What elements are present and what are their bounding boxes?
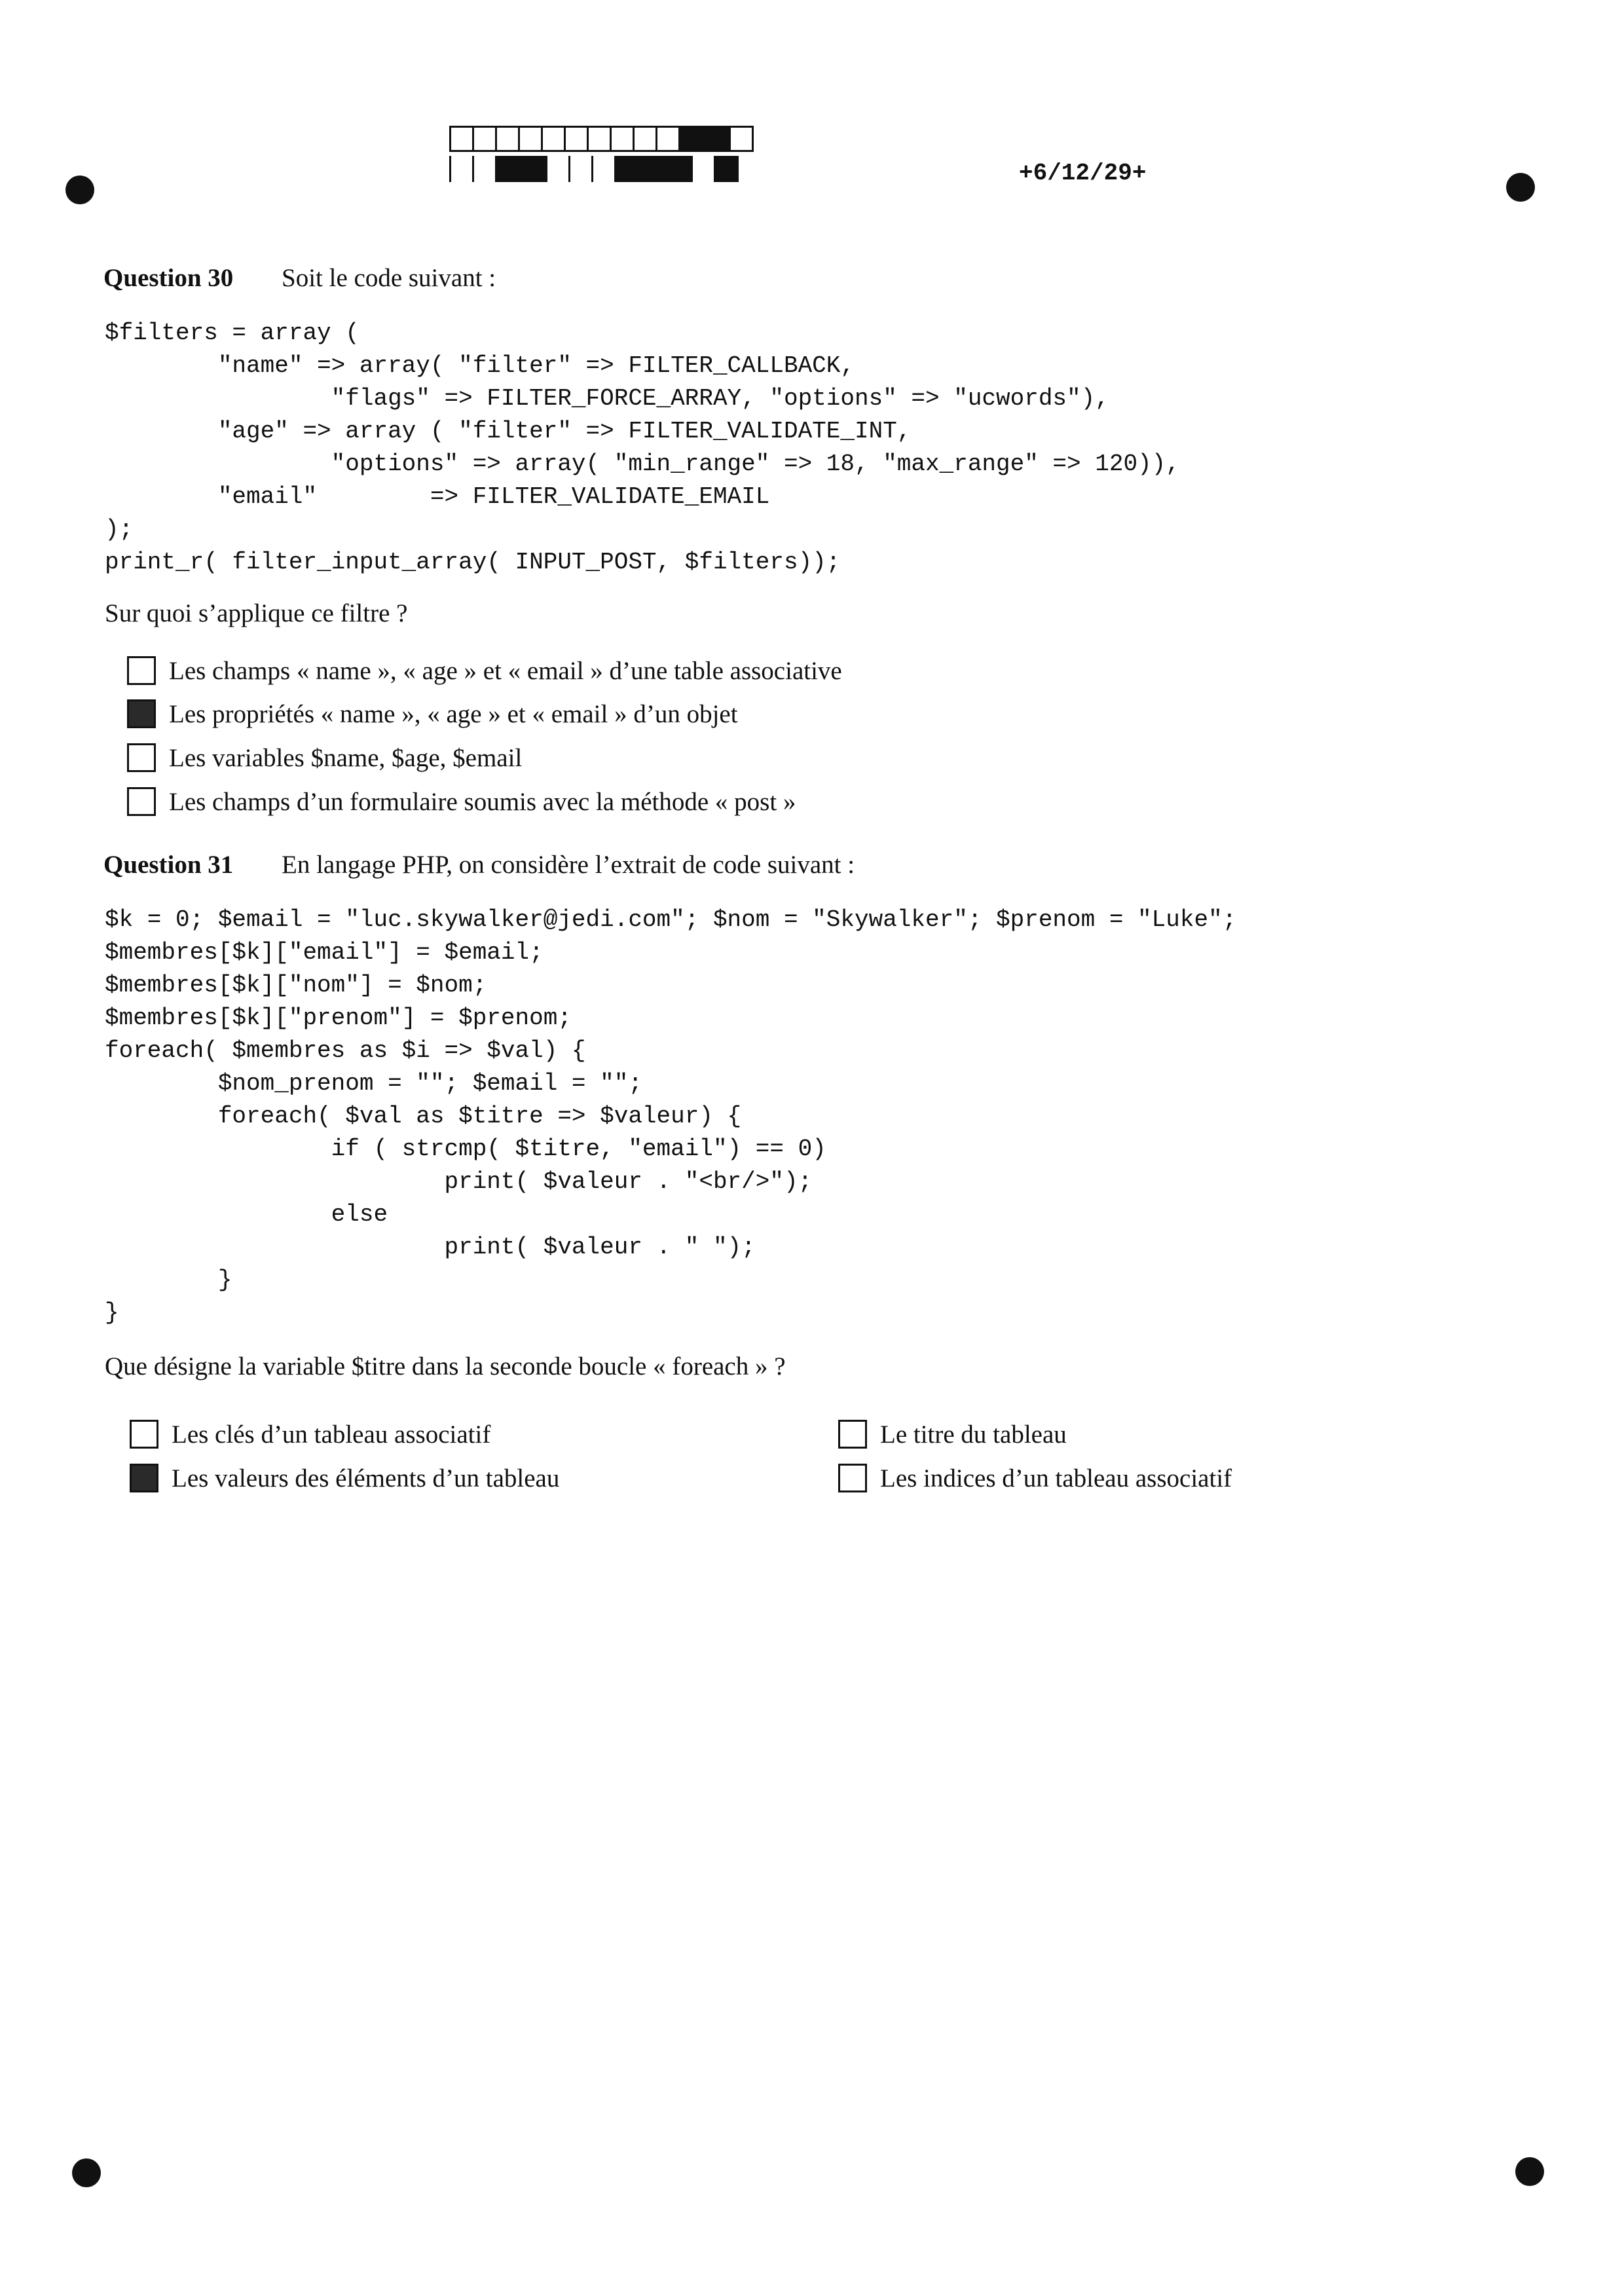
question-31-header [103,850,855,880]
checkbox[interactable] [127,743,156,772]
registration-mark-bottom-left [72,2158,101,2187]
answer-option[interactable] [838,1461,1232,1495]
question-30-header [103,263,496,293]
answer-label: Les clés d’un tableau associatif [172,1420,491,1449]
answer-label: Les propriétés « name », « age » et « email » d’un objet [169,699,738,728]
question-intro: En langage PHP, on considère l’extrait de code suivant : [282,851,855,879]
checkbox[interactable] [838,1464,867,1492]
checkbox[interactable] [130,1420,158,1449]
code-block: $filters = array ( "name" => array( "filter" => FILTER_CALLBACK, "flags" => FILTER_FORCE_ARRAY, "options" => "ucwords"), "age" => array ( "filter" => FILTER_VALIDATE_INT, "options" => array( "min_range" => 18, "max_range" => 120)), "email" => FILTER_VALIDATE_EMAIL ); print_r( filter_input_array( INPUT_POST, $filters)); [105,320,1180,576]
answer-option[interactable] [127,741,522,775]
answer-option[interactable] [838,1417,1067,1451]
checkbox[interactable] [838,1420,867,1449]
answer-option[interactable] [127,785,796,819]
answer-label: Les champs d’un formulaire soumis avec la méthode « post » [169,787,796,816]
page-code: +6/12/29+ [1019,160,1147,187]
code-block: $k = 0; $email = "luc.skywalker@jedi.com"; $nom = "Skywalker"; $prenom = "Luke"; $membres[$k]["email"] = $email; $membres[$k]["nom"] = $nom; $membres[$k]["prenom"] = $prenom; foreach( $membres as $i => $val) { $nom_prenom = ""; $email = ""; foreach( $val as $titre => $valeur) { if ( strcmp( $titre, "email") == 0) print( $valeur . "<br/>"); else print( $valeur . " "); } } [105,906,1237,1326]
id-barcode-top [449,126,752,152]
id-barcode-bottom [449,156,737,182]
answer-label: Les indices d’un tableau associatif [880,1464,1232,1492]
answer-option[interactable] [127,697,738,731]
question-prompt: Que désigne la variable $titre dans la seconde boucle « foreach » ? [105,1352,786,1380]
answer-label: Les valeurs des éléments d’un tableau [172,1464,560,1492]
answer-option[interactable] [130,1417,490,1451]
answer-label: Les variables $name, $age, $email [169,743,523,772]
question-label: Question 31 [103,851,234,879]
answer-option[interactable] [127,654,842,688]
registration-mark-top-right [1506,173,1535,202]
question-label: Question 30 [103,264,234,292]
registration-mark-top-left [65,176,94,204]
answer-label: Les champs « name », « age » et « email » d’une table associative [169,656,842,685]
checkbox[interactable] [127,787,156,816]
question-prompt: Sur quoi s’applique ce filtre ? [105,599,408,627]
checkbox-checked[interactable] [127,699,156,728]
question-intro: Soit le code suivant : [282,264,496,292]
answer-label: Le titre du tableau [880,1420,1067,1449]
checkbox[interactable] [127,656,156,685]
answer-option[interactable] [130,1461,559,1495]
checkbox-checked[interactable] [130,1464,158,1492]
registration-mark-bottom-right [1515,2157,1544,2186]
